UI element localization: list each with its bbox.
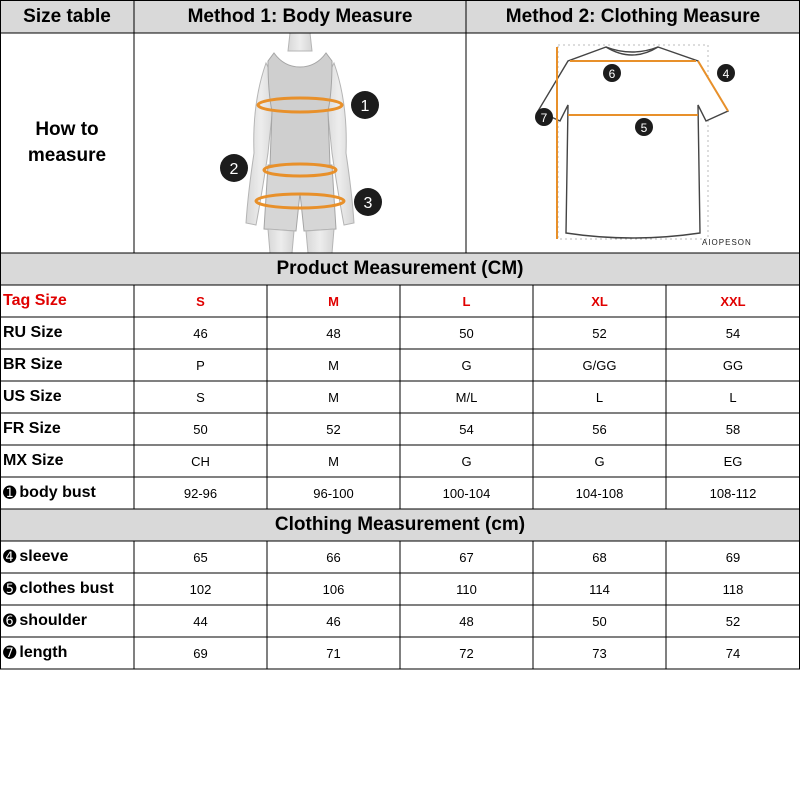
table-cell: 106 (322, 581, 345, 597)
table-cell: G/GG (582, 357, 617, 373)
marker-6-icon: ➏ (3, 613, 17, 630)
how-to-line2: measure (27, 145, 107, 166)
table-cell: 102 (189, 581, 212, 597)
table-cell: 56 (592, 421, 607, 437)
table-cell: 100-104 (442, 485, 491, 501)
table-cell: M (328, 389, 339, 405)
table-cell: 50 (459, 325, 474, 341)
row-label-text: Tag Size (3, 292, 67, 309)
table-cell: 67 (459, 549, 474, 565)
table-cell: 92-96 (183, 485, 218, 501)
svg-text:6: 6 (608, 67, 616, 81)
row-label-text: body bust (19, 484, 96, 501)
size-table-header: Size table (0, 0, 134, 33)
table-cell: 71 (326, 645, 341, 661)
product-measurement-title: Product Measurement (CM) (0, 253, 800, 285)
table-cell: 73 (592, 645, 607, 661)
table-cell: S (196, 293, 205, 309)
table-cell: 110 (456, 581, 477, 597)
table-cell: 114 (589, 581, 610, 597)
table-cell: L (729, 389, 737, 405)
row-label-text: shoulder (19, 612, 87, 629)
svg-text:1: 1 (360, 98, 370, 115)
table-cell: XL (591, 293, 608, 309)
table-cell: CH (191, 453, 210, 469)
table-cell: G (461, 453, 472, 469)
table-cell: 46 (193, 325, 208, 341)
table-cell: M (328, 357, 339, 373)
row-label-text: BR Size (3, 356, 63, 373)
table-cell: EG (723, 453, 743, 469)
table-cell: 54 (725, 325, 741, 341)
table-cell: P (196, 357, 205, 373)
table-cell: G (594, 453, 605, 469)
table-cell: 46 (326, 613, 341, 629)
table-cell: L (595, 389, 604, 405)
table-cell: 50 (592, 613, 607, 629)
table-cell: 66 (326, 549, 341, 565)
table-cell: XXL (720, 293, 746, 309)
table-cell: L (462, 293, 471, 309)
table-cell: M/L (455, 389, 478, 405)
marker-5-icon: ➎ (3, 581, 17, 598)
table-cell: 44 (193, 613, 208, 629)
table-cell: 50 (193, 421, 208, 437)
row-label-text: RU Size (3, 324, 63, 341)
table-cell: M (328, 293, 339, 309)
table-cell: 58 (725, 421, 741, 437)
svg-text:4: 4 (722, 67, 730, 81)
table-cell: 68 (592, 549, 607, 565)
brand-text: AIOPESON (702, 238, 752, 247)
row-label-text: sleeve (19, 548, 69, 565)
table-cell: 74 (725, 645, 741, 661)
table-cell: 72 (459, 645, 474, 661)
table-cell: 108-112 (709, 485, 757, 501)
row-label-text: FR Size (3, 420, 61, 437)
table-cell: G (461, 357, 472, 373)
table-cell: 65 (193, 549, 208, 565)
marker-4-icon: ➍ (3, 549, 17, 566)
table-cell: 96-100 (313, 485, 354, 501)
table-cell: 69 (193, 645, 208, 661)
svg-text:5: 5 (640, 121, 648, 135)
table-cell: 118 (722, 581, 744, 597)
table-cell: 69 (725, 549, 741, 565)
row-label-text: MX Size (3, 452, 64, 469)
row-label-text: US Size (3, 388, 62, 405)
svg-text:3: 3 (363, 195, 373, 212)
table-cell: 52 (725, 613, 741, 629)
table-cell: 54 (459, 421, 474, 437)
table-cell: GG (722, 357, 744, 373)
method1-header: Method 1: Body Measure (134, 0, 466, 33)
row-label-text: clothes bust (19, 580, 114, 597)
table-cell: S (196, 389, 205, 405)
row-label-text: length (19, 644, 68, 661)
clothing-measurement-title: Clothing Measurement (cm) (0, 509, 800, 541)
marker-7-icon: ➐ (3, 645, 17, 662)
table-cell: 104-108 (575, 485, 624, 501)
how-to-line1: How to (35, 119, 99, 140)
table-cell: 52 (592, 325, 607, 341)
table-cell: M (328, 453, 339, 469)
method2-header: Method 2: Clothing Measure (466, 0, 800, 33)
marker-1-icon: ➊ (3, 485, 17, 502)
table-cell: 48 (326, 325, 341, 341)
svg-text:7: 7 (540, 111, 548, 125)
table-cell: 48 (459, 613, 474, 629)
table-cell: 52 (326, 421, 341, 437)
svg-text:2: 2 (229, 161, 239, 178)
